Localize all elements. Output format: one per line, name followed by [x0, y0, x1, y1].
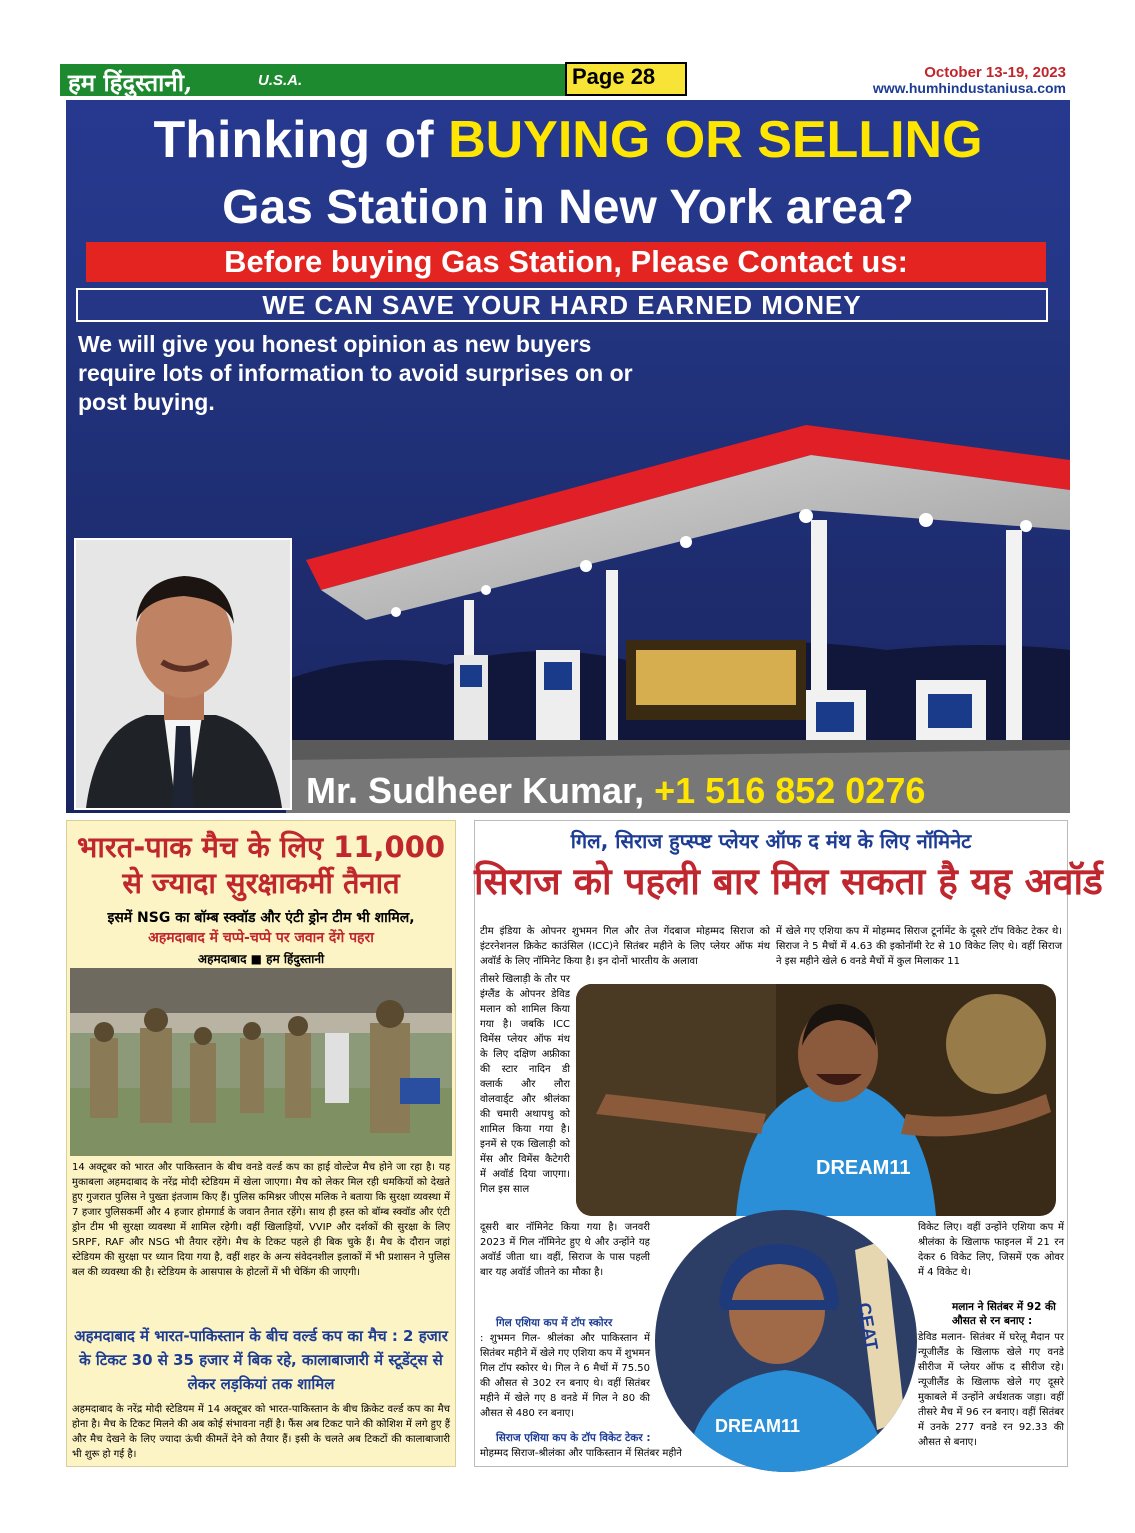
ad-red-banner: Before buying Gas Station, Please Contact us:: [86, 242, 1046, 282]
right-article-headline: सिराज को पहली बार मिल सकता है यह अवॉर्ड: [474, 860, 1103, 903]
siraj-celebration-photo: [576, 984, 1056, 1216]
left-article-paragraph-2: अहमदाबाद के नरेंद्र मोदी स्टेडियम में 14 अक्टूबर को भारत-पाकिस्तान के बीच क्रिकेट वर्ल्ड कप का मैच होना है। मैच के टिकट मिलने की अब कोई संभावना नहीं है। फैंस अब टिकट पाने की कोशिश में लगे हुए हैं और मैच देखने के लिए ज्यादा ऊंची कीमतें देने को तैयार हैं। इसी के चलते अब टिकटों की कालाबाजारी भी शुरू हो गई है।: [72, 1404, 450, 1460]
right-article-col2-mid: विकेट लिए। वहीं उन्होंने एशिया कप में श्रीलंका के खिलाफ फाइनल में 21 रन देकर 6 विकेट लिए, जिसमें एक ओवर में 4 विकेट थे।: [918, 1222, 1064, 1278]
left-article-headline-secondary: अहमदाबाद में भारत-पाकिस्तान के बीच वर्ल्ड कप का मैच : 2 हजार के टिकट 30 से 35 हजार में बिक रहे, कालाबाजारी में स्टूडेंट्स से लेकर लड़कियां तक शामिल: [74, 1327, 448, 1393]
right-article-col1-narrow: तीसरे खिलाड़ी के तौर पर इंग्लैंड के ओपनर डेविड मलान को शामिल किया गया है। जबकि ICC विमेंस प्लेयर ऑफ मंथ के लिए दक्षिण अफ्रीका की स्टार नादिन डी क्लार्क और लौरा वोलवार्ड्ट और श्रीलंका की चमारी अथापथु को शामिल किया गया है। इनमें से एक खिलाड़ी को मेंस और विमेंस कैटेगरी में अवॉर्ड दिया जाएगा। गिल इस साल: [480, 974, 570, 1195]
bat-logo-text: CEAT: [853, 1301, 882, 1352]
left-article-byline: अहमदाबाद ■ हम हिंदुस्तानी: [197, 952, 325, 966]
page-number: Page 28: [572, 64, 656, 89]
gas-station-ad: [66, 100, 1070, 813]
police-stadium-photo: [70, 968, 452, 1156]
website-link[interactable]: www.humhindustaniusa.com: [872, 80, 1066, 96]
ad-body-text: We will give you honest opinion as new buyers require lots of information to avoid surprises on or post buying.: [78, 331, 633, 415]
siraj-jersey-text: DREAM11: [816, 1157, 911, 1179]
right-article-col1-gill: : शुभमन गिल- श्रीलंका और पाकिस्तान में सितंबर महीने में खेले गए एशिया कप में शुभमन गिल टॉप स्कोरर थे। गिल ने 6 मैचों में 75.50 की औसत से 302 रन बनाए थे। वहीं सितंबर महीने में खेले गए 8 वनडे में गिल ने 80 की औसत से 480 रन बनाए।: [480, 1333, 650, 1419]
gill-batting-photo: [655, 1210, 917, 1472]
issue-date: October 13-19, 2023: [924, 64, 1066, 81]
left-article-subhead-1: इसमें NSG का बॉम्ब स्क्वॉड और एंटी ड्रोन टीम भी शामिल,: [107, 910, 415, 926]
gill-jersey-text: DREAM11: [715, 1416, 801, 1436]
masthead-usa: U.S.A.: [258, 72, 303, 89]
right-article-col1-mid: दूसरी बार नॉमिनेट किया गया है। जनवरी 2023 में गिल नॉमिनेट हुए थे और उन्होंने यह अवॉर्ड जीता था। वहीं, सिराज के पास पहली बार यह अवॉर्ड जीतने का मौका है।: [480, 1222, 650, 1278]
left-article-headline-2: से ज्यादा सुरक्षाकर्मी तैनात: [122, 866, 400, 900]
left-article-paragraph-1: 14 अक्टूबर को भारत और पाकिस्तान के बीच वनडे वर्ल्ड कप का हाई वोल्टेज मैच होने जा रहा है। यह मुकाबला अहमदाबाद के नरेंद्र मोदी स्टेडियम में खेला जाएगा। मैच को लेकर मिल रही धमकियों को देखते हुए गुजरात पुलिस ने पुख्ता इंतजाम किए हैं। पुलिस कमिश्नर जीएस मलिक ने बताया कि सुरक्षा व्यवस्था में 7 हजार पुलिसकर्मी और 4 हजार होमगार्ड के जवान तैनात रहेंगे। साथ ही हस्त को बॉम्ब स्क्वॉड और एंटी ड्रोन टीम भी सुरक्षा व्यवस्था में शामिल रहेगी। वहीं खिलाड़ियों, VVIP और दर्शकों की सुरक्षा के लिए SRPF, RAF और NSG भी तैयार रहेंगे। मैच के टिकट पहले ही बिक चुके हैं। मैच के दौरान जहां स्टेडियम की सुरक्षा पर ध्यान दिया गया है, वहीं शहर के अन्य संवेदनशील इलाकों में भी प्रशासन ने पुलिस बल की व्यवस्था की है। स्टेडियम के आसपास के होटलों में भी चेकिंग की जाएगी।: [72, 1162, 450, 1278]
right-article-kicker: गिल, सिराज हुप्स्प्ष्ट प्लेयर ऑफ द मंथ के लिए नॉमिनेट: [570, 829, 972, 853]
ad-phone-number: +1 516 852 0276: [654, 770, 926, 811]
left-article-subhead-2: अहमदाबाद में चप्पे-चप्पे पर जवान देंगे पहरा: [148, 930, 374, 946]
right-article-subhead-gill: गिल एशिया कप में टॉप स्कोरर: [496, 1317, 613, 1329]
right-article-subhead-siraj: सिराज एशिया कप के टॉप विकेट टेकर :: [496, 1432, 651, 1444]
masthead-title: हम हिंदुस्तानी,: [68, 68, 193, 97]
right-article-subhead-malan: मलान ने सितंबर में 92 की औसत से रन बनाए :: [952, 1301, 1056, 1327]
advertiser-photo: [74, 538, 292, 810]
ad-save-banner: WE CAN SAVE YOUR HARD EARNED MONEY: [76, 288, 1048, 322]
right-article-col2-top: में खेले गए एशिया कप में मोहम्मद सिराज टूर्नामेंट के दूसरे टॉप विकेट टेकर थे। सिराज ने 5 मैचों में 4.63 की इकोनॉमी रेट से 10 विकेट लिए थे। वहीं सिराज ने इस महीने खेले 6 वनडे मैचों में कुल मिलाकर 11: [776, 926, 1062, 967]
right-article-col1-siraj: मोहम्मद सिराज-श्रीलंका और पाकिस्तान में सितंबर महीने: [480, 1448, 682, 1459]
left-article-headline-1: भारत-पाक मैच के लिए 11,000: [76, 830, 446, 864]
ad-contact: Mr. Sudheer Kumar, +1 516 852 0276: [306, 770, 926, 811]
ad-headline-line2: Gas Station in New York area?: [222, 181, 914, 234]
right-article-col1-top: टीम इंडिया के ओपनर शुभमन गिल और तेज गेंदबाज मोहम्मद सिराज को इंटरनेशनल क्रिकेट काउंसिल (ICC)ने सितंबर महीने के लिए प्लेयर ऑफ मंथ अवॉर्ड के लिए नॉमिनेट किया है। इन दोनों भारतीय के अलावा: [480, 926, 770, 967]
ad-headline: Thinking of BUYING OR SELLING: [153, 111, 983, 169]
right-article-col2-malan: डेविड मलान- सितंबर में घरेलू मैदान पर न्यूजीलैंड के खिलाफ खेले गए वनडे सीरीज में प्लेयर ऑफ द सीरीज रहे। न्यूजीलैंड के खिलाफ खेले गए दूसरे मुकाबले में उन्होंने अर्धशतक जड़ा। वहीं तीसरे मैच में 96 रन बनाए। वहीं सितंबर में उनके 277 वनडे रन 92.33 की औसत से बनाए।: [918, 1332, 1064, 1448]
